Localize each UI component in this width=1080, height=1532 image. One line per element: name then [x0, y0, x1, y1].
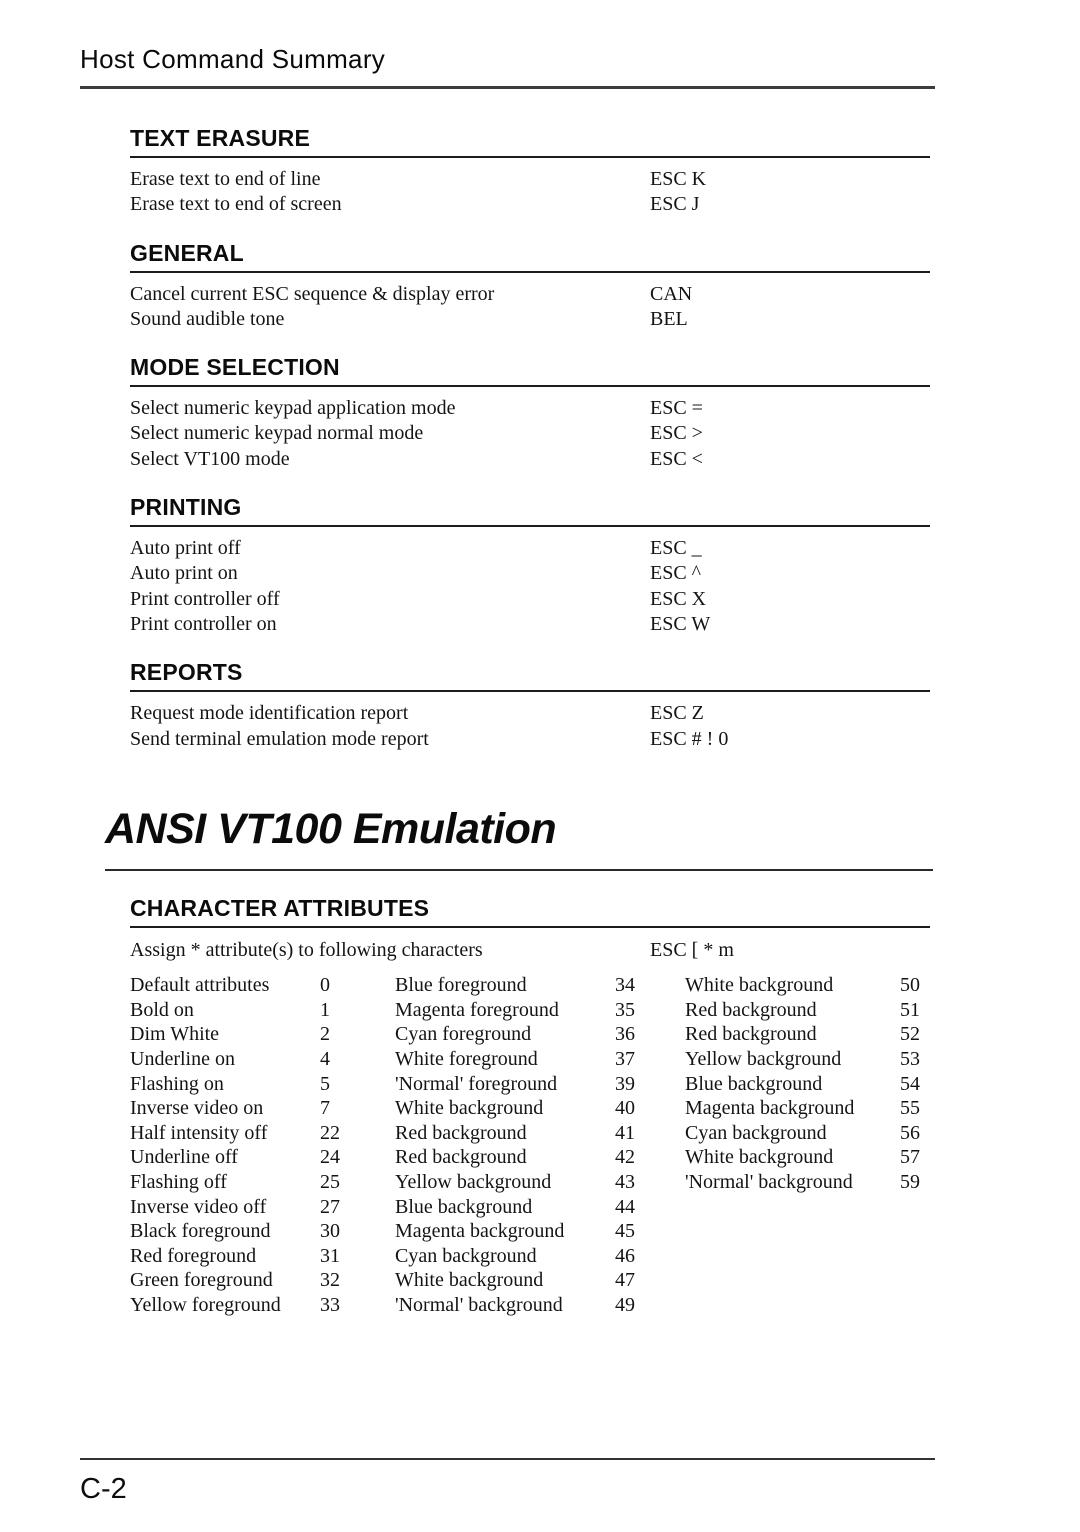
section-title: REPORTS [130, 659, 930, 692]
command-code: ESC _ [650, 537, 702, 560]
attribute-value: 42 [615, 1146, 635, 1169]
attribute-label: Yellow background [395, 1170, 552, 1193]
attribute-entry [395, 1293, 685, 1318]
attribute-value: 22 [320, 1121, 340, 1144]
attribute-value: 51 [900, 998, 920, 1021]
attribute-label: Red background [395, 1146, 527, 1169]
page-header [80, 44, 935, 89]
section-character-attributes [130, 895, 930, 1318]
command-row [130, 701, 930, 726]
attribute-value: 54 [900, 1072, 920, 1095]
attribute-entry [395, 1022, 685, 1047]
section-title: MODE SELECTION [130, 354, 930, 387]
attribute-entry [130, 1195, 395, 1220]
attribute-label: Bold on [130, 998, 194, 1021]
attribute-label: Underline off [130, 1146, 238, 1169]
attribute-label: White background [395, 1097, 544, 1120]
page-header-title: Host Command Summary [80, 44, 386, 74]
attribute-entry [130, 1170, 395, 1195]
attribute-value: 4 [320, 1047, 330, 1070]
command-code: ESC K [650, 168, 707, 190]
command-code: BEL [650, 307, 688, 330]
attribute-entry [685, 1121, 930, 1146]
command-row [130, 307, 930, 332]
command-code: ESC Z [650, 702, 704, 725]
attribute-label: Magenta foreground [395, 998, 559, 1021]
section-text-erasure [130, 125, 930, 218]
attribute-entry [685, 973, 930, 998]
command-row [130, 727, 930, 752]
emulation-heading-block [105, 804, 933, 871]
page-content [0, 125, 1080, 1317]
attribute-value: 35 [615, 998, 635, 1021]
emulation-heading: ANSI VT100 Emulation [105, 804, 557, 853]
attribute-entry [395, 1072, 685, 1097]
attribute-entry [685, 998, 930, 1023]
attribute-label: Inverse video off [130, 1195, 267, 1218]
command-code: ESC X [650, 587, 707, 610]
attribute-value: 57 [900, 1146, 920, 1169]
command-description: Select numeric keypad normal mode [130, 422, 424, 445]
attribute-value: 49 [615, 1293, 635, 1316]
command-description: Print controller off [130, 587, 280, 610]
command-row [130, 282, 930, 307]
command-row [130, 612, 930, 637]
attribute-value: 50 [900, 974, 920, 997]
attribute-label: White background [395, 1269, 544, 1292]
attribute-label: Red background [395, 1121, 527, 1144]
attribute-value: 41 [615, 1121, 635, 1144]
attribute-label: White background [685, 974, 834, 997]
attribute-label: Cyan foreground [395, 1023, 532, 1046]
attribute-entry [130, 1022, 395, 1047]
attribute-label: Green foreground [130, 1269, 273, 1292]
attributes-table [130, 973, 930, 1317]
command-description: Select VT100 mode [130, 447, 290, 470]
command-row [130, 167, 930, 192]
attribute-entry [130, 1072, 395, 1097]
attribute-entry [130, 1096, 395, 1121]
attribute-value: 37 [615, 1047, 635, 1070]
attribute-label: Underline on [130, 1047, 235, 1070]
attribute-label: Flashing on [130, 1072, 224, 1095]
attribute-label: Default attributes [130, 974, 270, 997]
command-code: ESC W [650, 612, 711, 635]
attribute-entry [130, 1293, 395, 1318]
attribute-value: 31 [320, 1244, 340, 1267]
section-reports [130, 659, 930, 752]
attribute-label: Magenta background [685, 1097, 855, 1120]
attribute-value: 47 [615, 1269, 635, 1292]
command-row [130, 938, 930, 963]
command-row [130, 587, 930, 612]
command-rows [130, 527, 930, 637]
attribute-value: 33 [320, 1293, 340, 1316]
attribute-entry [130, 1121, 395, 1146]
attributes-column [130, 973, 395, 1317]
attribute-value: 1 [320, 998, 330, 1021]
attribute-value: 25 [320, 1170, 340, 1193]
attribute-entry [395, 1047, 685, 1072]
command-code: CAN [650, 282, 693, 305]
attribute-entry [685, 1072, 930, 1097]
section-general [130, 240, 930, 333]
attribute-entry [130, 973, 395, 998]
attribute-value: 56 [900, 1121, 920, 1144]
attribute-value: 30 [320, 1220, 340, 1243]
attributes-column [685, 973, 930, 1317]
command-description: Assign * attribute(s) to following characters [130, 938, 483, 961]
command-description: Cancel current ESC sequence & display error [130, 282, 495, 305]
attribute-label: Red background [685, 1023, 817, 1046]
attribute-label: Magenta background [395, 1220, 565, 1243]
attribute-value: 53 [900, 1047, 920, 1070]
attribute-entry [685, 1022, 930, 1047]
attribute-label: Blue background [395, 1195, 533, 1218]
attribute-value: 59 [900, 1170, 920, 1193]
attribute-entry [685, 1096, 930, 1121]
attribute-entry [395, 1268, 685, 1293]
attribute-label: Half intensity off [130, 1121, 268, 1144]
attribute-label: Cyan background [685, 1121, 827, 1144]
command-row [130, 421, 930, 446]
attribute-entry [685, 1170, 930, 1195]
command-code: ESC # ! 0 [650, 727, 729, 750]
command-sections [130, 125, 930, 752]
attributes-column [395, 973, 685, 1317]
emulation-heading-rule [105, 869, 933, 871]
attribute-value: 40 [615, 1097, 635, 1120]
attribute-entry [130, 1145, 395, 1170]
attribute-entry [395, 973, 685, 998]
attribute-label: White background [685, 1146, 834, 1169]
attribute-value: 27 [320, 1195, 340, 1218]
attribute-entry [395, 1219, 685, 1244]
attribute-label: Yellow background [685, 1047, 842, 1070]
attribute-label: Cyan background [395, 1244, 537, 1267]
command-description: Print controller on [130, 612, 277, 635]
section-title: GENERAL [130, 240, 930, 273]
command-code: ESC > [650, 422, 703, 445]
attribute-entry [395, 1145, 685, 1170]
attribute-entry [395, 1244, 685, 1269]
command-row [130, 561, 930, 586]
attribute-entry [685, 1047, 930, 1072]
command-rows [130, 692, 930, 752]
attribute-value: 36 [615, 1023, 635, 1046]
attribute-entry [685, 1145, 930, 1170]
attribute-value: 32 [320, 1269, 340, 1292]
attribute-entry [130, 1268, 395, 1293]
section-mode-selection [130, 354, 930, 472]
command-rows [130, 273, 930, 333]
command-row [130, 396, 930, 421]
command-row [130, 536, 930, 561]
section-title: TEXT ERASURE [130, 125, 930, 158]
command-description: Auto print off [130, 537, 241, 560]
attribute-value: 46 [615, 1244, 635, 1267]
attribute-label: Blue foreground [395, 974, 527, 997]
command-description: Select numeric keypad application mode [130, 397, 456, 420]
attribute-label: Yellow foreground [130, 1293, 281, 1316]
attribute-value: 7 [320, 1097, 330, 1120]
attribute-label: White foreground [395, 1047, 538, 1070]
attribute-value: 2 [320, 1023, 330, 1046]
command-description: Auto print on [130, 562, 238, 585]
command-code: ESC = [650, 397, 703, 420]
attribute-label: Red background [685, 998, 817, 1021]
command-code: ESC ^ [650, 562, 702, 585]
page-number: C-2 [80, 1473, 127, 1505]
command-row [130, 447, 930, 472]
attribute-entry [395, 1121, 685, 1146]
attribute-value: 44 [615, 1195, 635, 1218]
attribute-value: 0 [320, 974, 330, 997]
attribute-value: 5 [320, 1072, 330, 1095]
character-attributes-title: CHARACTER ATTRIBUTES [130, 895, 930, 928]
assign-rows [130, 928, 930, 963]
attribute-value: 34 [615, 974, 635, 997]
attribute-value: 43 [615, 1170, 635, 1193]
attribute-label: Flashing off [130, 1170, 227, 1193]
attribute-value: 39 [615, 1072, 635, 1095]
attribute-entry [395, 998, 685, 1023]
attribute-entry [395, 1096, 685, 1121]
attribute-entry [130, 998, 395, 1023]
command-code: ESC < [650, 447, 703, 470]
attribute-value: 45 [615, 1220, 635, 1243]
section-printing [130, 494, 930, 637]
page-footer [80, 1458, 935, 1506]
attribute-label: 'Normal' foreground [395, 1072, 558, 1095]
attribute-label: Dim White [130, 1023, 220, 1046]
attribute-entry [130, 1244, 395, 1269]
attribute-entry [395, 1170, 685, 1195]
command-code: ESC [ * m [650, 938, 734, 961]
command-rows [130, 387, 930, 472]
attribute-label: 'Normal' background [685, 1170, 853, 1193]
attribute-label: Inverse video on [130, 1097, 264, 1120]
command-description: Erase text to end of line [130, 168, 321, 190]
command-code: ESC J [650, 193, 700, 216]
attribute-value: 52 [900, 1023, 920, 1046]
command-rows [130, 158, 930, 218]
command-description: Erase text to end of screen [130, 193, 342, 216]
attribute-value: 55 [900, 1097, 920, 1120]
command-row [130, 192, 930, 217]
attribute-value: 24 [320, 1146, 340, 1169]
section-title: PRINTING [130, 494, 930, 527]
attribute-entry [395, 1195, 685, 1220]
attribute-entry [130, 1047, 395, 1072]
attribute-label: Blue background [685, 1072, 823, 1095]
attribute-label: Black foreground [130, 1220, 271, 1243]
attribute-label: 'Normal' background [395, 1293, 563, 1316]
attribute-label: Red foreground [130, 1244, 257, 1267]
command-description: Sound audible tone [130, 307, 285, 330]
command-description: Request mode identification report [130, 702, 409, 725]
attribute-entry [130, 1219, 395, 1244]
command-description: Send terminal emulation mode report [130, 727, 429, 750]
